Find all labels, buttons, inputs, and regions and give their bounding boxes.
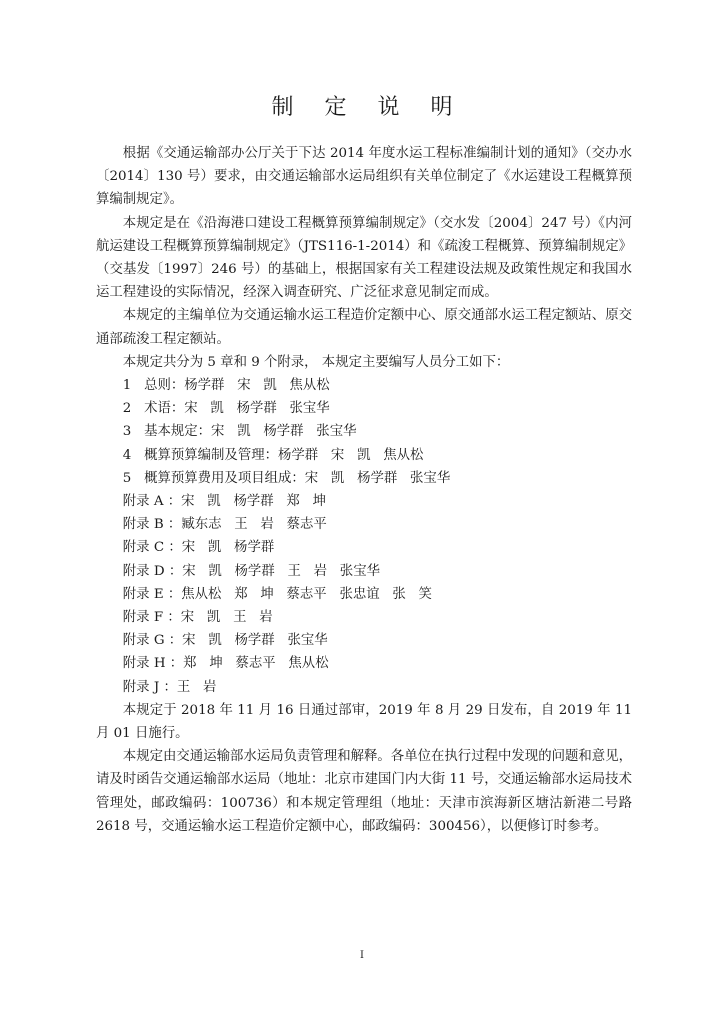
- document-body: [96, 142, 632, 838]
- list-item: 附录 E ：焦从松 郑 坤 蔡志平 张忠谊 张 笑: [122, 586, 432, 602]
- paragraph-foundation: 本规定是在《沿海港口建设工程概算预算编制规定》（交水发〔2004〕247 号）《内河航运建设工程概算预算编制规定》（JTS116-1-2014）和《疏浚工程概算、预算编制规定》（交基发〔1997〕246 号）的基础上，根据国家有关工程建设法规及政策性规定和我国水运工程建设的实际情况，经深入调查研究、广泛征求意见制定而成。: [96, 215, 632, 301]
- page-title: 制 定 说 明: [271, 95, 465, 120]
- list-item: 附录 D ：宋 凯 杨学群 王 岩 张宝华: [122, 563, 380, 579]
- list-item: 附录 H ：郑 坤 蔡志平 焦从松: [122, 656, 329, 672]
- list-item: 2 术语：宋 凯 杨学群 张宝华: [122, 401, 330, 417]
- list-item: 附录 B ：臧东志 王 岩 蔡志平: [122, 517, 327, 533]
- paragraph-basis: 根据《交通运输部办公厅关于下达 2014 年度水运工程标准编制计划的通知》（交办水〔2014〕130 号）要求，由交通运输部水运局组织有关单位制定了《水运建设工程概算预算编制规定》。: [96, 146, 632, 208]
- paragraph-editors: 本规定的主编单位为交通运输水运工程造价定额中心、原交通部水运工程定额站、原交通部疏浚工程定额站。: [96, 308, 632, 347]
- assignment-list: [96, 374, 632, 699]
- list-item: 附录 G ：宋 凯 杨学群 张宝华: [122, 633, 328, 649]
- paragraph-dates: 本规定于 2018 年 11 月 16 日通过部审，2019 年 8 月 29 日发布，自 2019 年 11 月 01 日施行。: [96, 702, 632, 742]
- paragraph-contact: 本规定由交通运输部水运局负责管理和解释。各单位在执行过程中发现的问题和意见，请及时函告交通运输部水运局（地址：北京市建国门内大街 11 号，交通运输部水运局技术管理处，邮政编码：100736）和本规定管理组（地址：天津市滨海新区塘沽新港二号路 2618 号，交通运输水运工程造价定额中心，邮政编码：300456），以便修订时参考。: [96, 749, 632, 834]
- list-item: 1 总则：杨学群 宋 凯 焦从松: [122, 378, 330, 394]
- list-item: 附录 F ：宋 凯 王 岩: [122, 610, 273, 626]
- list-item: 4 概算预算编制及管理：杨学群 宋 凯 焦从松: [122, 447, 424, 463]
- list-item: 附录 C ：宋 凯 杨学群: [122, 540, 275, 556]
- list-item: 附录 J ：王 岩: [122, 679, 217, 695]
- paragraph-structure: 本规定共分为 5 章和 9 个附录， 本规定主要编写人员分工如下：: [122, 354, 510, 370]
- list-item: 5 概算预算费用及项目组成：宋 凯 杨学群 张宝华: [122, 470, 451, 486]
- list-item: 附录 A ：宋 凯 杨学群 郑 坤: [122, 494, 326, 510]
- list-item: 3 基本规定：宋 凯 杨学群 张宝华: [122, 424, 357, 440]
- page-number: I: [360, 950, 364, 961]
